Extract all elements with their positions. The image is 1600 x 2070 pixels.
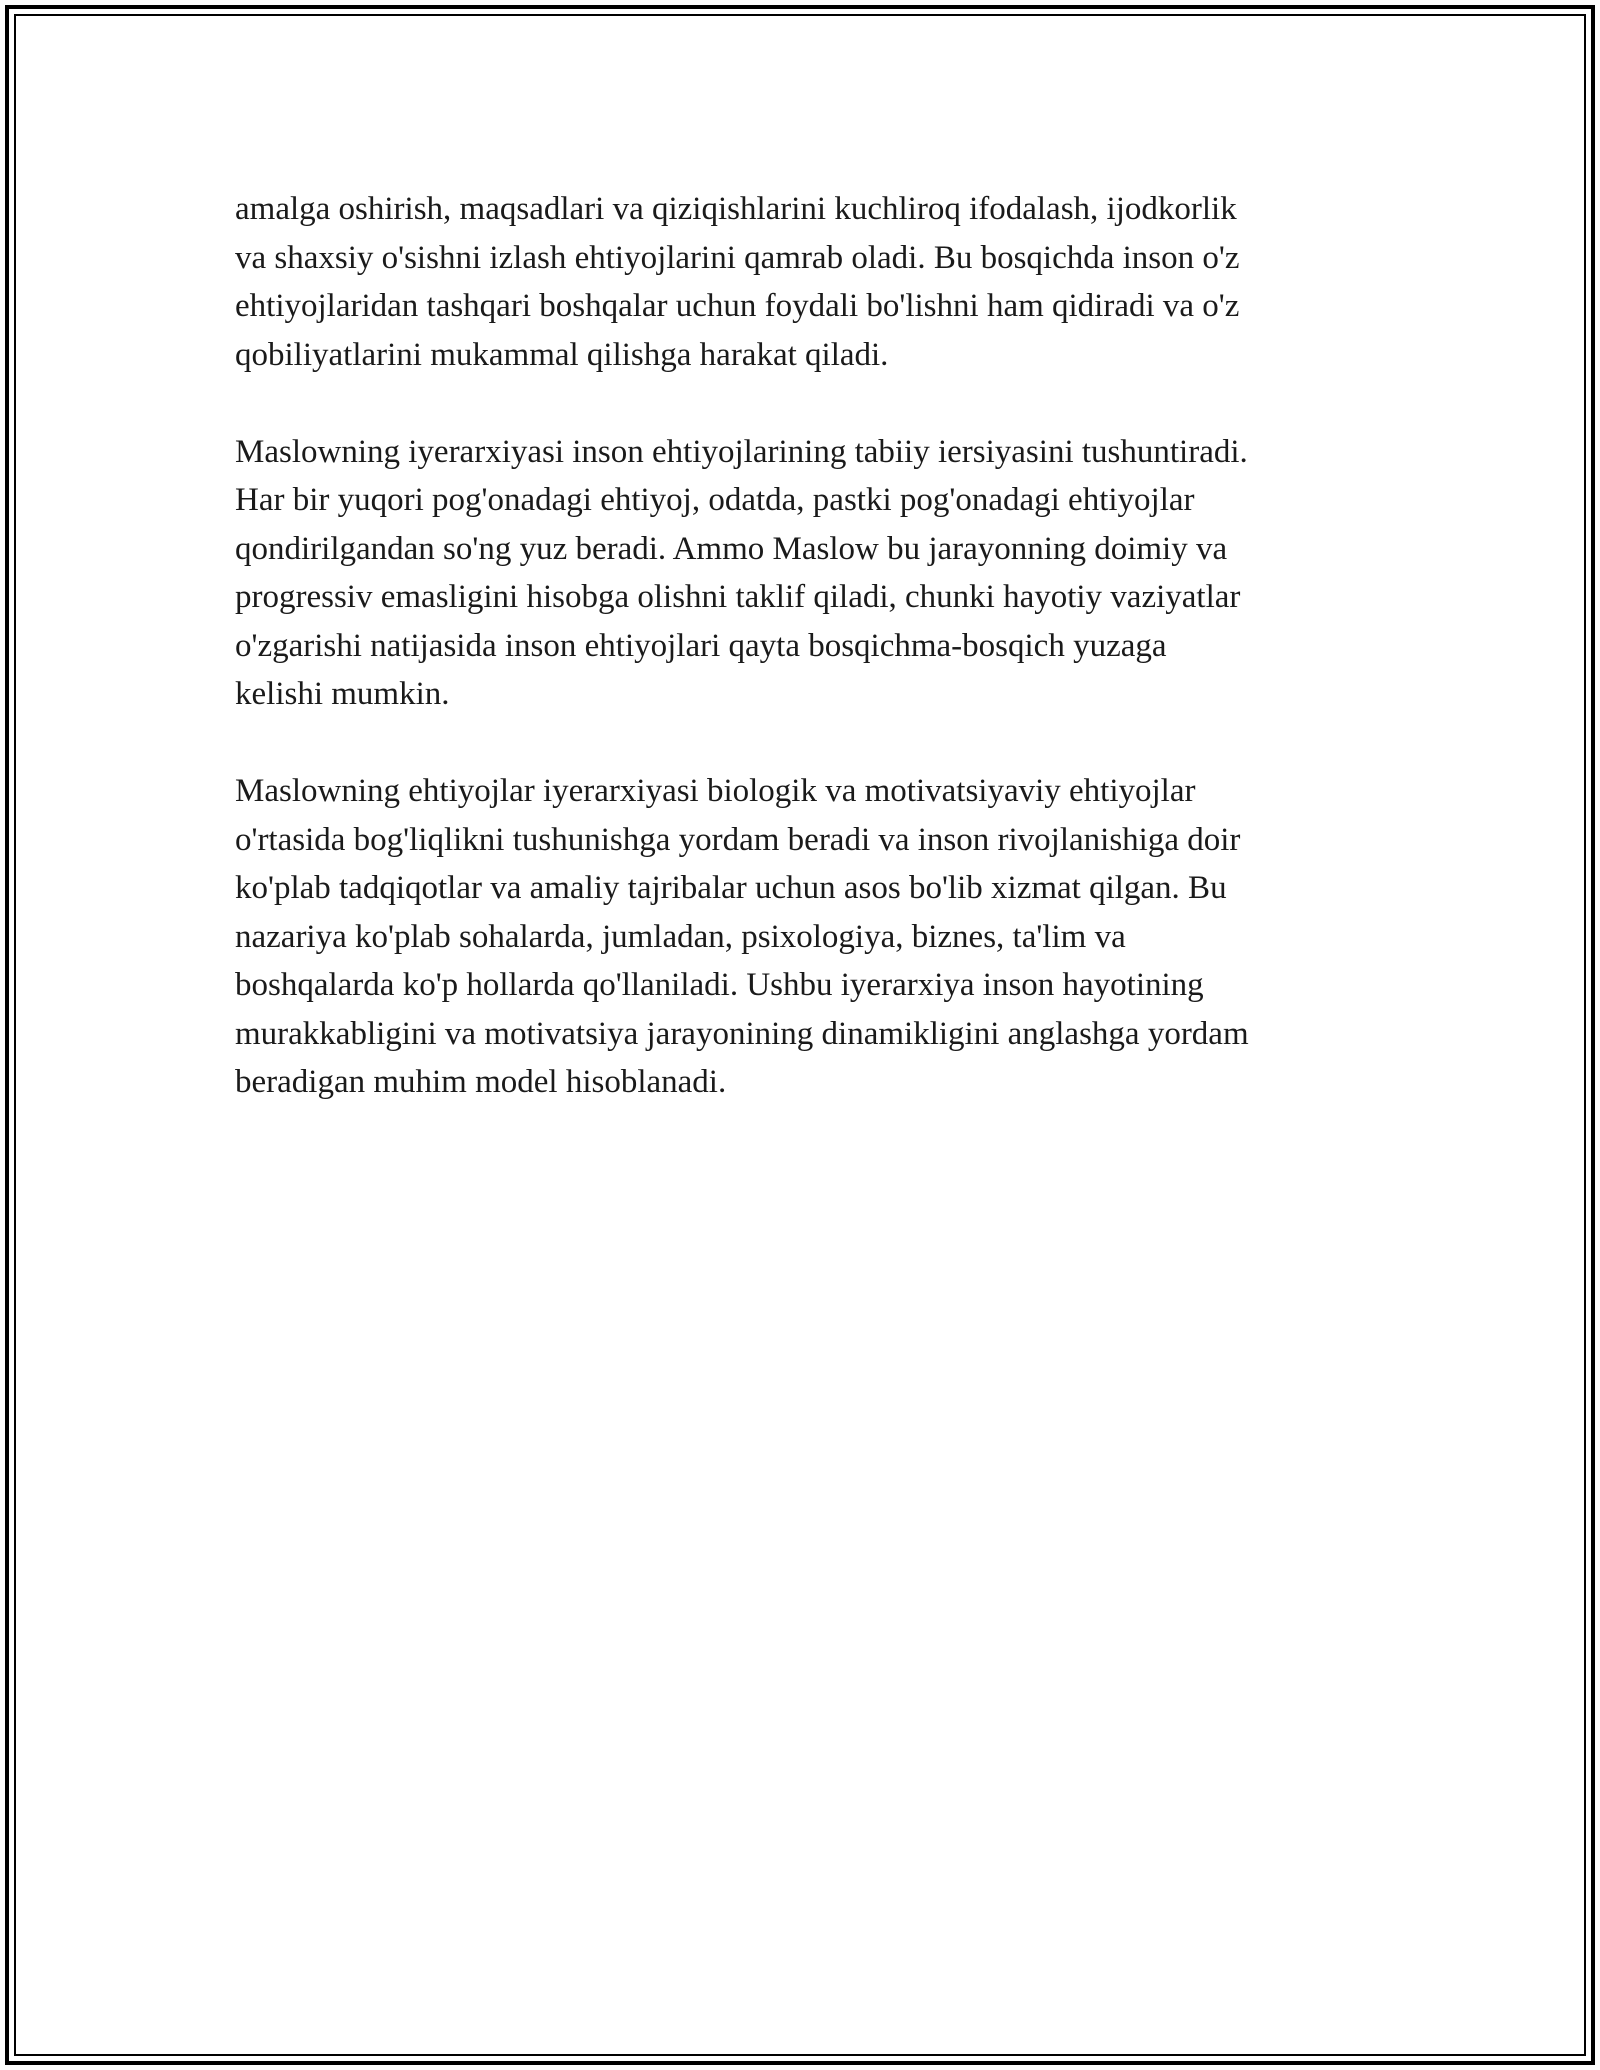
text-line: o'zgarishi natijasida inson ehtiyojlari qayta bosqichma-bosqich yuzaga (235, 627, 1167, 664)
text-line: progressiv emasligini hisobga olishni taklif qiladi, chunki hayotiy vaziyatlar (235, 579, 1241, 615)
paragraph-1 (235, 185, 1375, 379)
text-line: o'rtasida bog'liqlikni tushunishga yordam beradi va inson rivojlanishiga doir (235, 821, 1241, 858)
text-line: beradigan muhim model hisoblanadi. (235, 1064, 727, 1100)
text-line: qobiliyatlarini mukammal qilishga harakat qiladi. (235, 336, 889, 373)
text-line: ehtiyojlaridan tashqari boshqalar uchun foydali bo'lishni ham qidiradi va o'z (235, 288, 1240, 324)
text-line: Maslowning iyerarxiyasi inson ehtiyojlarining tabiiy iersiyasini tushuntiradi. (235, 433, 1248, 470)
text-line: nazariya ko'plab sohalarda, jumladan, psixologiya, biznes, ta'lim va (235, 918, 1126, 955)
document-body (235, 185, 1375, 1155)
text-line: amalga oshirish, maqsadlari va qiziqishlarini kuchliroq ifodalash, ijodkorlik (235, 191, 1237, 227)
text-line: qondirilgandan so'ng yuz beradi. Ammo Maslow bu jarayonning doimiy va (235, 530, 1228, 567)
text-line: Maslowning ehtiyojlar iyerarxiyasi biologik va motivatsiyaviy ehtiyojlar (235, 773, 1196, 809)
text-line: boshqalarda ko'p hollarda qo'llaniladi. Ushbu iyerarxiya inson hayotining (235, 967, 1204, 1003)
text-line: murakkabligini va motivatsiya jarayonining dinamikligini anglashga yordam (235, 1015, 1249, 1052)
text-line: va shaxsiy o'sishni izlash ehtiyojlarini qamrab oladi. Bu bosqichda inson o'z (235, 239, 1240, 276)
text-line: ko'plab tadqiqotlar va amaliy tajribalar uchun asos bo'lib xizmat qilgan. Bu (235, 870, 1227, 906)
paragraph-3 (235, 767, 1375, 1107)
text-line: Har bir yuqori pog'onadagi ehtiyoj, odatda, pastki pog'onadagi ehtiyojlar (235, 482, 1195, 518)
text-line: kelishi mumkin. (235, 676, 450, 712)
paragraph-2 (235, 428, 1375, 719)
